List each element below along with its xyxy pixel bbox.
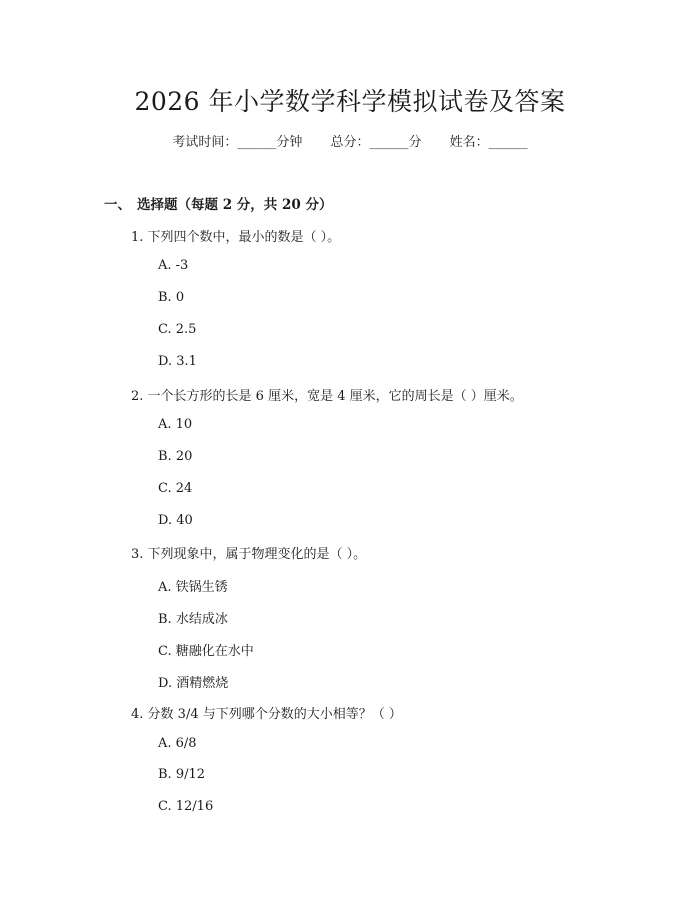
question-3: 3. 下列现象中，属于物理变化的是（ ）。 xyxy=(131,547,367,562)
q3-option-b: B. 水结成冰 xyxy=(158,612,228,627)
q4-option-a: A. 6/8 xyxy=(158,736,197,751)
q1-option-c: C. 2.5 xyxy=(158,322,197,337)
section-number: 一、 xyxy=(104,197,131,213)
exam-info xyxy=(0,131,700,150)
question-4: 4. 分数 3/4 与下列哪个分数的大小相等？（ ） xyxy=(131,707,402,722)
section-heading xyxy=(104,193,332,213)
q4-option-c: C. 12/16 xyxy=(158,799,214,814)
question-2: 2. 一个长方形的长是 6 厘米，宽是 4 厘米，它的周长是（ ）厘米。 xyxy=(131,389,523,404)
section-title: 选择题（每题 2 分，共 20 分） xyxy=(137,197,333,213)
page-title: 2026 年小学数学科学模拟试卷及答案 xyxy=(134,87,566,116)
question-1: 1. 下列四个数中，最小的数是（ ）。 xyxy=(131,230,341,245)
q1-option-a: A. -3 xyxy=(158,258,189,273)
q3-option-d: D. 酒精燃烧 xyxy=(158,676,229,691)
q2-option-b: B. 20 xyxy=(158,449,193,464)
exam-score: 总分：______分 xyxy=(330,135,422,150)
q2-option-d: D. 40 xyxy=(158,513,193,528)
exam-time: 考试时间：______分钟 xyxy=(172,135,303,150)
student-name: 姓名：______ xyxy=(449,135,528,150)
q1-option-b: B. 0 xyxy=(158,290,185,305)
q3-option-a: A. 铁锅生锈 xyxy=(158,580,228,595)
q2-option-a: A. 10 xyxy=(158,417,193,432)
q1-option-d: D. 3.1 xyxy=(158,354,197,369)
q3-option-c: C. 糖融化在水中 xyxy=(158,644,254,659)
q2-option-c: C. 24 xyxy=(158,481,193,496)
q4-option-b: B. 9/12 xyxy=(158,767,206,782)
